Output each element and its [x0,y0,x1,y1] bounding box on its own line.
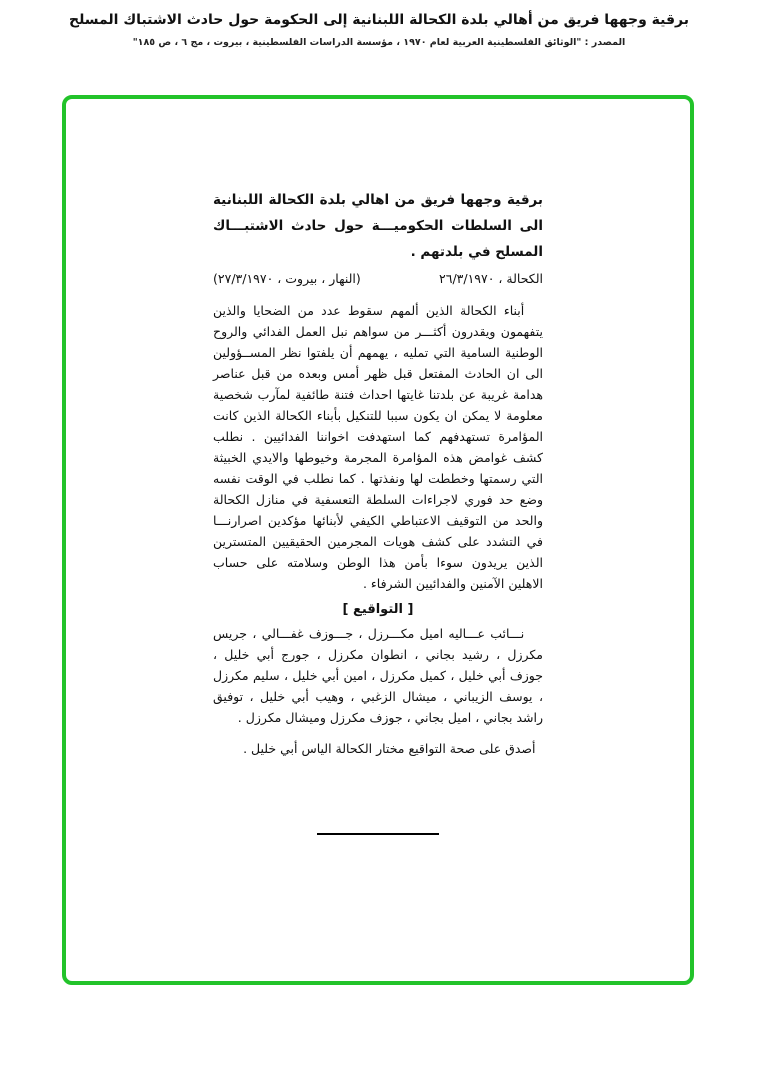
dateline-source: (النهار ، بيروت ، ٢٧/٣/١٩٧٠) [213,271,361,286]
dateline-row [213,271,543,286]
certification-line: أصدق على صحة التواقيع مختار الكحالة الياس أبي خليل . [243,741,536,756]
source-line: المصدر : "الوثائق الفلسطينية العربية لعام ١٩٧٠ ، مؤسسة الدراسات الفلسطينية ، بيروت ، مج ٦ ، ص ١٨٥" [132,37,626,48]
signatures-heading: [ التواقيع ] [342,602,414,617]
highlight-border-box [62,95,694,985]
page-title: برقية وجهها فريق من أهالي بلدة الكحالة اللبنانية إلى الحكومة حول حادث الاشتباك المسلح [68,12,690,28]
bottom-divider [317,833,439,835]
document-title: برقية وجهها فريق من اهالي بلدة الكحالة اللبنانية الى السلطات الحكوميـــة حول حادث الاشتبـــاك المسلح في بلدتهم . [213,192,543,260]
signatures-list: نـــائب عـــاليه اميل مكـــرزل ، جـــوزف غفـــالي ، جريس مكرزل ، رشيد بجاني ، انطوان مكرزل ، جورج أبي خليل ، جوزف أبي خليل ، كميل مكرزل ، امين أبي خليل ، سليم مكرزل ، يوسف الزيباني ، ميشال الزغبي ، وهيب أبي خليل ، توفيق راشد بجاني ، اميل بجاني ، جوزف مكرزل وميشال مكرزل . [213,626,543,725]
document-content [213,187,543,759]
body-paragraph: أبناء الكحالة الذين ألمهم سقوط عدد من الضحايا والذين يتفهمون ويقدرون أكثـــر من سواهم نبل العمل الفدائي والروح الوطنية السامية التي تمليه ، يهمهم أن يلفتوا نظر المســؤولين الى ان الحادث المفتعل قبل ظهر أمس وبعده من قبل عناصر هدامة غريبة عن بلدتنا غايتها احداث فتنة طائفية لمآرب شخصية معلومة لا يمكن ان يكون سببا للتنكيل بأبناء الكحالة الذين كانت المؤامرة تستهدفهم كما استهدفت اخواننا الفدائيين . نطلب كشف غوامض هذه المؤامرة المجرمة وخيوطها والايدي الخبيثة التي رسمتها وخططت لها ونفذتها . كما نطلب في الوقت نفسه وضع حد فوري لاجراءات السلطة التعسفية في منازل الكحالة والحد من التوقيف الاعتباطي الكيفي لأبنائها مؤكدين اصرارنـــا في التشدد على كشف هويات المجرمين الحقيقيين المتسترين الذين يريدون سوءا بأمن هذا الوطن وسلامته على حساب الاهلين الآمنين والفدائيين الشرفاء . [213,303,543,591]
dateline-location: الكحالة ، ٢٦/٣/١٩٧٠ [439,271,543,286]
